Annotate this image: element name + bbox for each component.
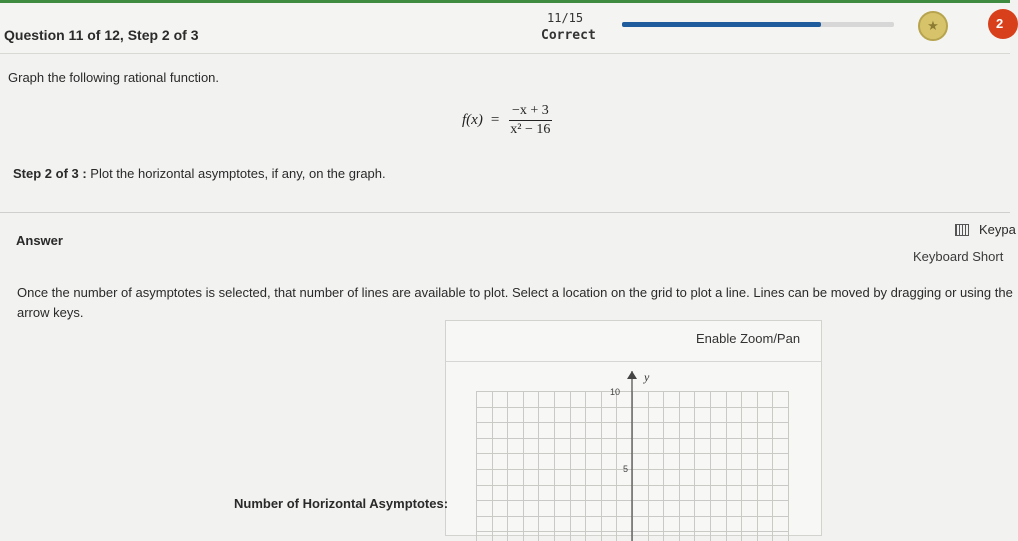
keypad-button[interactable] bbox=[955, 222, 1016, 237]
step-text: Plot the horizontal asymptotes, if any, on the graph. bbox=[86, 166, 386, 181]
fraction-denominator: x² − 16 bbox=[510, 122, 551, 137]
y-tick-label-10: 10 bbox=[609, 387, 620, 397]
keypad-icon bbox=[955, 224, 969, 236]
notification-badge[interactable]: 2 bbox=[988, 9, 1018, 39]
rational-function-formula bbox=[462, 103, 553, 138]
y-tick-label-5: 5 bbox=[622, 464, 628, 474]
function-lhs: f(x) bbox=[462, 112, 483, 128]
graph-panel bbox=[445, 320, 822, 536]
problem-prompt: Graph the following rational function. bbox=[8, 70, 220, 85]
zoom-toolbar bbox=[446, 321, 821, 362]
section-divider bbox=[0, 212, 1010, 213]
y-axis-arrow-icon bbox=[627, 371, 637, 379]
y-axis-label: y bbox=[644, 370, 650, 384]
medal-icon: ★ bbox=[918, 11, 948, 41]
graph-instructions: Once the number of asymptotes is selected, that number of lines are available to plot. Select a location on the grid to plot a line. Lines can be moved by dragging or using the arrow keys. bbox=[17, 285, 1013, 320]
question-header bbox=[0, 3, 1010, 54]
number-of-horizontal-asymptotes-label: Number of Horizontal Asymptotes: bbox=[234, 496, 449, 511]
progress-bar bbox=[622, 22, 894, 27]
step-instruction bbox=[13, 166, 386, 181]
answer-label: Answer bbox=[16, 233, 63, 248]
keypad-label: Keypa bbox=[979, 222, 1016, 237]
fraction bbox=[507, 103, 553, 138]
enable-zoom-pan-button[interactable]: Enable Zoom/Pan bbox=[696, 331, 801, 346]
question-title: Question 11 of 12, Step 2 of 3 bbox=[4, 27, 199, 43]
score-status: Correct bbox=[541, 28, 596, 43]
progress-bar-fill bbox=[622, 22, 821, 27]
step-label: Step 2 of 3 : bbox=[13, 166, 87, 181]
fraction-numerator: −x + 3 bbox=[509, 103, 552, 121]
score-fraction: 11/15 bbox=[547, 11, 584, 25]
equals-sign: = bbox=[490, 112, 500, 128]
coordinate-grid[interactable] bbox=[476, 371, 791, 541]
keyboard-shortcuts-link[interactable]: Keyboard Short bbox=[913, 249, 1004, 264]
